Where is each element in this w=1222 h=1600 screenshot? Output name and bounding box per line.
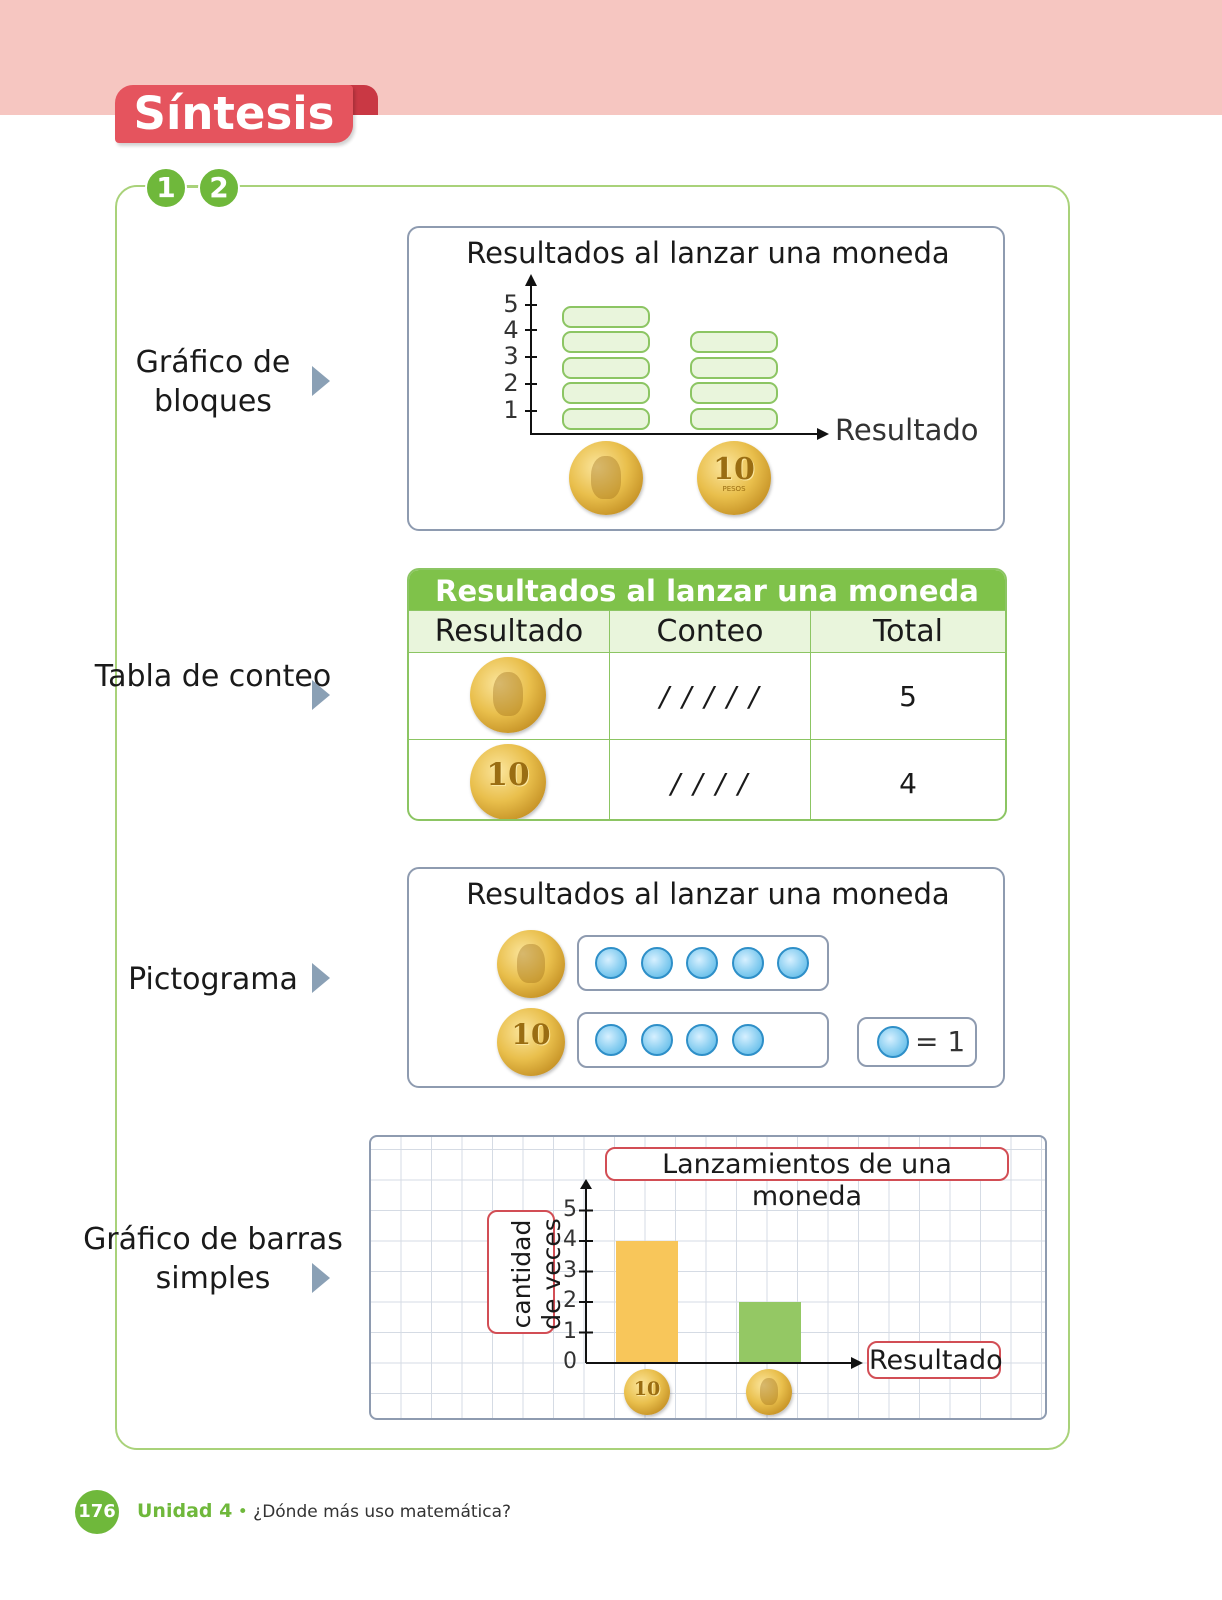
- circle-symbol-icon: [877, 1026, 909, 1058]
- chart-block: [562, 357, 650, 379]
- chart-block: [562, 331, 650, 353]
- tally-table: [409, 610, 1005, 821]
- circle-symbol-icon: [641, 947, 673, 979]
- coin-10-value: 10: [511, 1018, 551, 1051]
- tally-header-result: Resultado: [409, 611, 610, 653]
- bar-chart-title: Lanzamientos de una moneda: [605, 1147, 1009, 1181]
- x-axis-arrow-icon: [817, 428, 829, 440]
- tally-header-count: Conteo: [610, 611, 811, 653]
- arrow-right-icon: [312, 1263, 330, 1293]
- bar-chart-x-label: Resultado: [867, 1341, 1001, 1379]
- coin-10-value: 10: [633, 1378, 661, 1400]
- coin-heads-icon: [746, 1369, 792, 1415]
- tally-table-panel: [407, 568, 1007, 821]
- tally-header-total: Total: [811, 611, 1006, 653]
- tally-cell-marks: / / / / /: [610, 653, 811, 740]
- y-axis-arrow-icon: [525, 274, 537, 286]
- step-badge-1: 1: [145, 167, 187, 209]
- coin-10-value: 10: [486, 757, 530, 793]
- coin-10-sub: PESOS: [722, 485, 746, 493]
- pictogram-title: Resultados al lanzar una moneda: [466, 877, 950, 911]
- y-tick-label: 4: [563, 1227, 577, 1252]
- circle-symbol-icon: [732, 947, 764, 979]
- coin-heads-icon: [569, 441, 643, 515]
- coin-heads-icon: [470, 657, 546, 733]
- coin-10-icon: [470, 744, 546, 820]
- bar-chart-panel: [369, 1135, 1047, 1420]
- tally-cell-total: 4: [811, 740, 1006, 822]
- circle-symbol-icon: [595, 947, 627, 979]
- circle-symbol-icon: [732, 1024, 764, 1056]
- chart-block: [690, 408, 778, 430]
- tally-header-row: [409, 611, 1005, 653]
- block-chart-title: Resultados al lanzar una moneda: [466, 236, 950, 270]
- section-tag: [115, 85, 353, 143]
- coin-10-icon: [697, 441, 771, 515]
- y-tick-label: 5: [503, 290, 519, 318]
- y-axis-arrow-icon: [580, 1179, 592, 1189]
- row-label-pictogram: Pictograma: [128, 962, 298, 997]
- chart-block: [690, 331, 778, 353]
- circle-symbol-icon: [641, 1024, 673, 1056]
- tally-table-title: Resultados al lanzar una moneda: [409, 570, 1005, 610]
- coin-heads-icon: [497, 930, 565, 998]
- chart-block: [690, 357, 778, 379]
- chart-block: [562, 408, 650, 430]
- row-label-block-chart: Gráfico de bloques: [135, 345, 291, 419]
- arrow-right-icon: [312, 963, 330, 993]
- bar: [616, 1241, 678, 1363]
- y-tick-label: 5: [563, 1196, 577, 1222]
- y-tick: [525, 329, 537, 331]
- table-row: [409, 653, 1005, 740]
- coin-10-icon: [497, 1008, 565, 1076]
- chart-block: [690, 382, 778, 404]
- footer-unit: Unidad 4: [137, 1500, 233, 1522]
- y-tick: [525, 383, 537, 385]
- coin-10-value: 10: [713, 452, 755, 487]
- y-tick: [525, 410, 537, 412]
- y-tick-label: 1: [503, 396, 519, 424]
- x-axis: [530, 433, 820, 435]
- table-row: [409, 740, 1005, 822]
- footer-subtitle: ¿Dónde más uso matemática?: [253, 1502, 512, 1522]
- y-tick-label: 2: [503, 369, 519, 397]
- tally-cell-result: [409, 653, 610, 740]
- x-axis-arrow-icon: [851, 1357, 863, 1369]
- circle-symbol-icon: [595, 1024, 627, 1056]
- arrow-right-icon: [312, 680, 330, 710]
- row-label-bar-chart: Gráfico de barras simples: [83, 1222, 343, 1296]
- y-tick-label: 2: [563, 1288, 577, 1313]
- pictogram-key: [857, 1017, 977, 1067]
- row-label-tally-table: Tabla de conteo: [94, 659, 332, 694]
- y-tick: [525, 356, 537, 358]
- y-label-line2: de veces: [537, 1218, 566, 1330]
- tally-cell-total: 5: [811, 653, 1006, 740]
- pictogram-key-value: = 1: [915, 1025, 966, 1058]
- footer-text: [137, 1500, 511, 1522]
- chart-block: [562, 382, 650, 404]
- y-label-line1: cantidad: [507, 1219, 536, 1329]
- circle-symbol-icon: [686, 947, 718, 979]
- y-tick-label: 1: [563, 1318, 577, 1344]
- circle-symbol-icon: [686, 1024, 718, 1056]
- tally-cell-result: [409, 740, 610, 822]
- chart-block: [562, 306, 650, 328]
- y-tick-label: 0: [563, 1349, 577, 1374]
- page-number: 176: [75, 1490, 119, 1534]
- y-tick: [525, 304, 537, 306]
- step-badge-2: 2: [198, 167, 240, 209]
- y-tick-label: 3: [563, 1257, 577, 1283]
- circle-symbol-icon: [777, 947, 809, 979]
- block-chart-x-label: Resultado: [835, 413, 979, 447]
- bar-chart-svg: [371, 1137, 1045, 1418]
- coin-10-icon: [624, 1369, 670, 1415]
- y-tick-label: 4: [503, 316, 519, 344]
- arrow-right-icon: [312, 366, 330, 396]
- footer-separator: •: [237, 1502, 248, 1522]
- bar: [739, 1302, 801, 1363]
- pictogram-panel: [407, 867, 1005, 1088]
- block-chart-panel: [407, 226, 1005, 531]
- y-tick-label: 3: [503, 342, 519, 370]
- section-title: Síntesis: [133, 87, 335, 140]
- tally-cell-marks: / / / /: [610, 740, 811, 822]
